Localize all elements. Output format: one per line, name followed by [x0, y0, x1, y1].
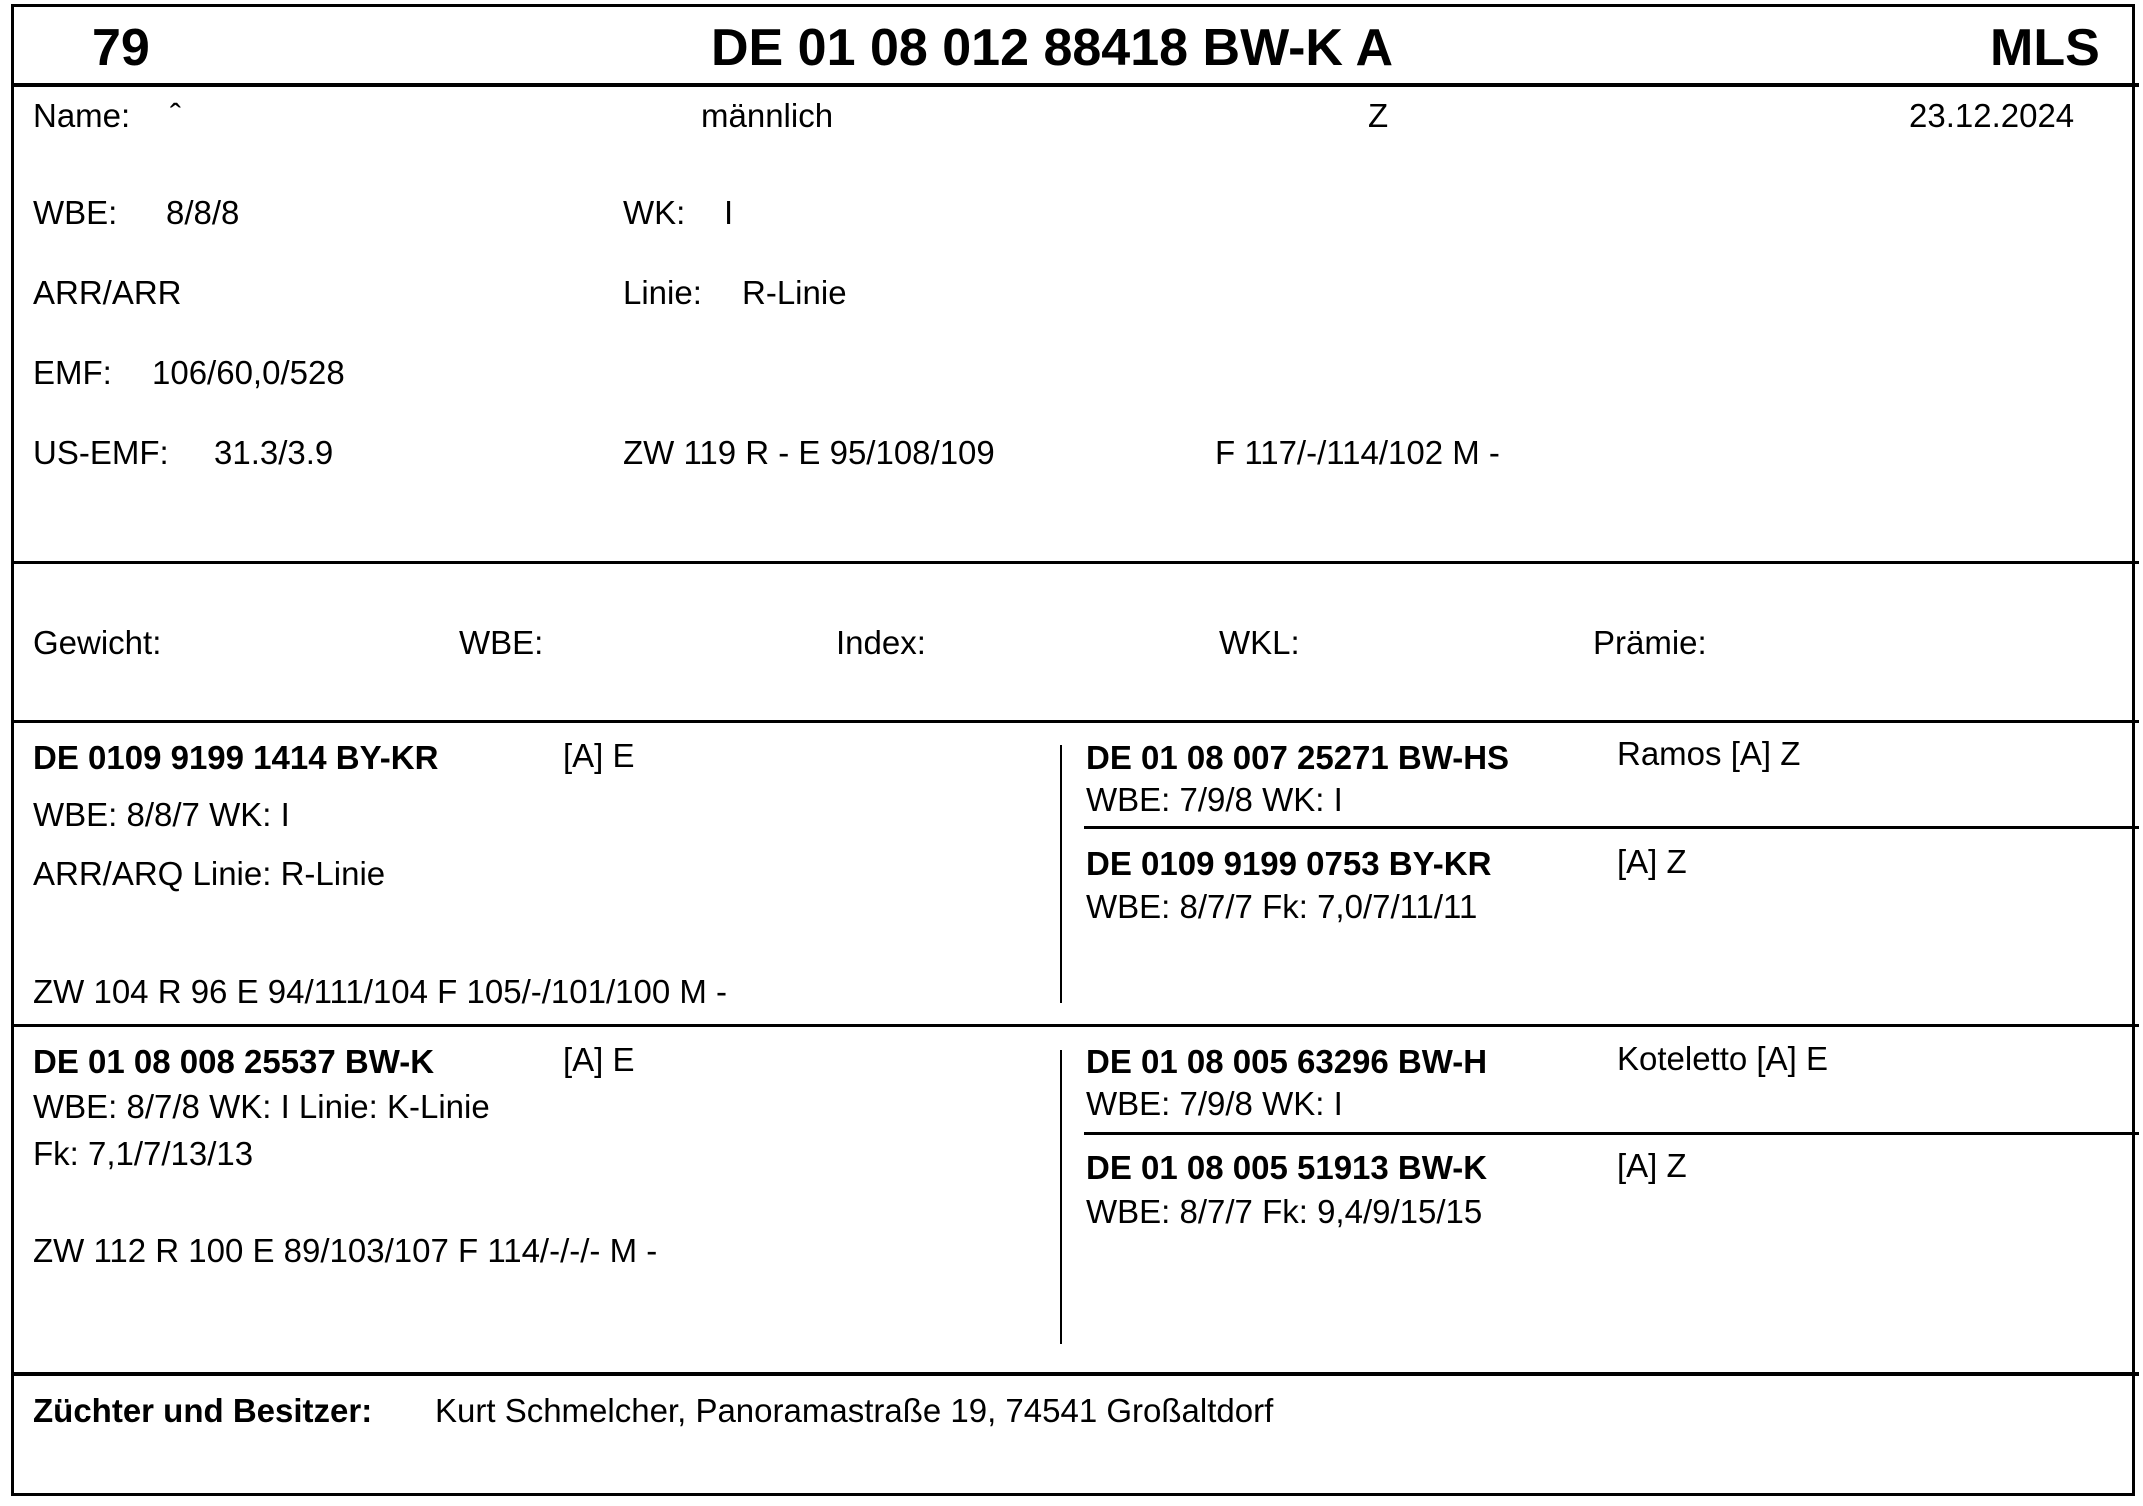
dam-line-1: WBE: 8/7/8 WK: I Linie: K-Linie — [33, 1088, 490, 1125]
dam-sire-tag: Koteletto [A] E — [1617, 1040, 1828, 1077]
footer-divider — [11, 1372, 2139, 1376]
sire-dam-line-1: WBE: 8/7/7 Fk: 7,0/7/11/11 — [1086, 888, 1478, 925]
sire-dam-id: DE 0109 9199 0753 BY-KR — [1086, 845, 1492, 882]
dam-id: DE 01 08 008 25537 BW-K — [33, 1043, 435, 1080]
arr-value: ARR/ARR — [33, 274, 182, 311]
emf-value: 106/60,0/528 — [152, 354, 345, 391]
name-label: Name: — [33, 97, 131, 134]
sire-line-1: WBE: 8/8/7 WK: I — [33, 796, 290, 833]
breeder-value: Kurt Schmelcher, Panoramastraße 19, 74541 Großaltdorf — [435, 1392, 1274, 1429]
ring-id: DE 01 08 012 88418 BW-K A — [711, 19, 1394, 77]
sire-parents-divider — [1084, 826, 2139, 829]
dam-dam-id: DE 01 08 005 51913 BW-K — [1086, 1149, 1488, 1186]
sire-sire-id: DE 01 08 007 25271 BW-HS — [1086, 739, 1510, 776]
wk-label: WK: — [623, 194, 686, 231]
us-emf-label: US-EMF: — [33, 434, 169, 471]
z-mark: Z — [1368, 97, 1389, 134]
sire-sire-tag: Ramos [A] Z — [1617, 735, 1801, 772]
eval-wbe-label: WBE: — [459, 624, 544, 661]
emf-label: EMF: — [33, 354, 112, 391]
sire-line-2: ARR/ARQ Linie: R-Linie — [33, 855, 386, 892]
sire-tag: [A] E — [563, 737, 635, 774]
sex-value: männlich — [701, 97, 834, 134]
header-divider — [11, 83, 2139, 87]
sire-line-3: ZW 104 R 96 E 94/111/104 F 105/-/101/100 M - — [33, 973, 727, 1010]
dam-line-2: Fk: 7,1/7/13/13 — [33, 1135, 254, 1172]
date-value: 23.12.2024 — [1909, 97, 2075, 134]
praemie-label: Prämie: — [1593, 624, 1707, 661]
f-value: F 117/-/114/102 M - — [1215, 434, 1500, 471]
dam-parents-divider — [1084, 1132, 2139, 1135]
catalog-number: 79 — [92, 19, 150, 77]
dam-dam-tag: [A] Z — [1617, 1147, 1687, 1184]
sire-id: DE 0109 9199 1414 BY-KR — [33, 739, 439, 776]
sire-dam-tag: [A] Z — [1617, 843, 1687, 880]
linie-label: Linie: — [623, 274, 702, 311]
dam-sire-line-1: WBE: 7/9/8 WK: I — [1086, 1085, 1343, 1122]
evaluation-divider — [11, 720, 2139, 723]
zw-value: ZW 119 R - E 95/108/109 — [623, 434, 995, 471]
dam-line-3: ZW 112 R 100 E 89/103/107 F 114/-/-/- M - — [33, 1232, 658, 1269]
info-divider — [11, 561, 2139, 564]
dam-dam-line-1: WBE: 8/7/7 Fk: 9,4/9/15/15 — [1086, 1193, 1483, 1230]
wbe-label: WBE: — [33, 194, 118, 231]
wkl-label: WKL: — [1219, 624, 1300, 661]
wk-value: I — [724, 194, 734, 231]
index-label: Index: — [836, 624, 926, 661]
gewicht-label: Gewicht: — [33, 624, 162, 661]
sire-dam-divider — [11, 1024, 2139, 1027]
name-value: ˆ — [170, 97, 181, 134]
dam-tag: [A] E — [563, 1041, 635, 1078]
sire-divider — [1060, 745, 1062, 1003]
wbe-value: 8/8/8 — [166, 194, 240, 231]
us-emf-value: 31.3/3.9 — [214, 434, 334, 471]
sire-sire-line-1: WBE: 7/9/8 WK: I — [1086, 781, 1343, 818]
breeder-label: Züchter und Besitzer: — [33, 1392, 373, 1429]
dam-sire-id: DE 01 08 005 63296 BW-H — [1086, 1043, 1488, 1080]
linie-value: R-Linie — [742, 274, 847, 311]
breed-code: MLS — [1990, 19, 2100, 77]
dam-divider — [1060, 1050, 1062, 1344]
